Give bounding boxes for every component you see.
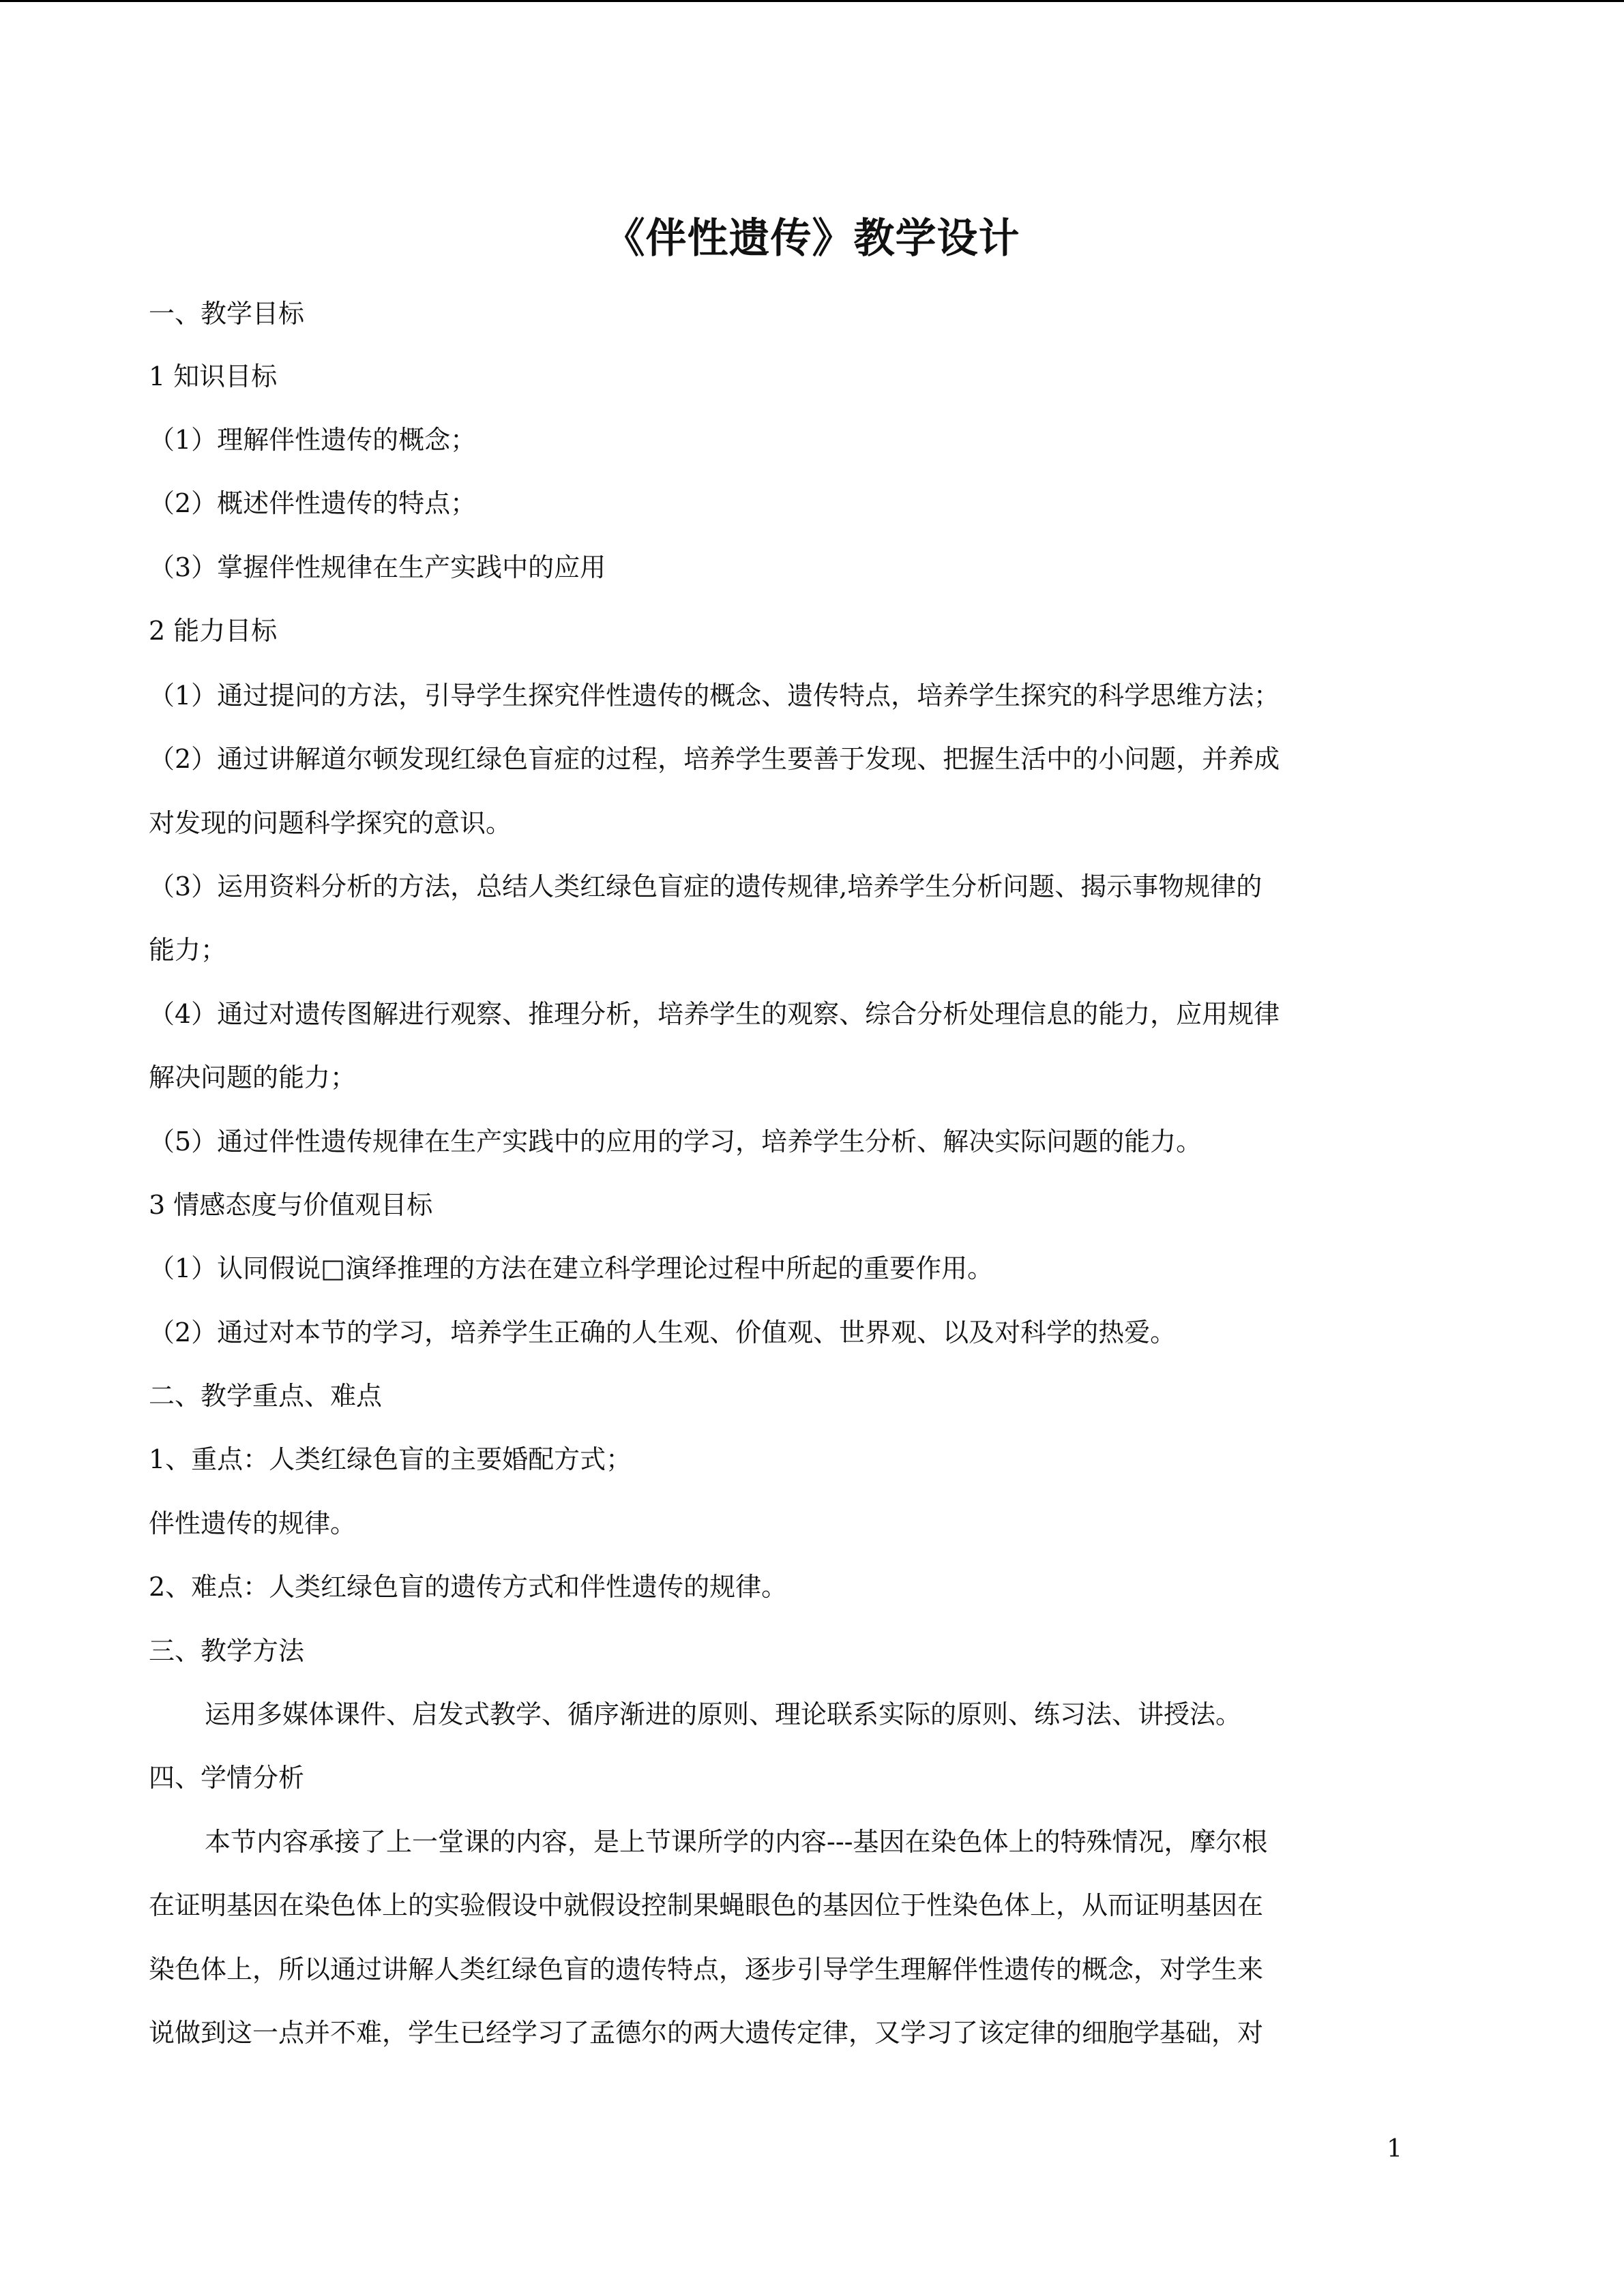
- top-border-line: [0, 0, 1624, 2]
- section-heading-key-points: 二、教学重点、难点: [149, 1381, 383, 1411]
- ability-goal-2-line-2: 对发现的问题科学探究的意识。: [149, 808, 512, 838]
- key-point: 1、重点：人类红绿色盲的主要婚配方式；: [149, 1444, 632, 1474]
- page-number: 1: [1387, 2135, 1402, 2163]
- section-heading-objectives: 一、教学目标: [149, 299, 305, 329]
- attitude-goal-1: （1）认同假说□演绎推理的方法在建立科学理论过程中所起的重要作用。: [149, 1253, 994, 1283]
- learner-analysis-line-2: 在证明基因在染色体上的实验假设中就假设控制果蝇眼色的基因位于性染色体上，从而证明基因在: [149, 1890, 1264, 1920]
- subheading-attitude-goals: 3 情感态度与价值观目标: [149, 1190, 433, 1220]
- document-title: 《伴性遗传》教学设计: [604, 215, 1020, 263]
- learner-analysis-line-3: 染色体上，所以通过讲解人类红绿色盲的遗传特点，逐步引导学生理解伴性遗传的概念，对学生来: [149, 1954, 1264, 1984]
- ability-goal-3-line-1: （3）运用资料分析的方法，总结人类红绿色盲症的遗传规律,培养学生分析问题、揭示事物规律的: [149, 871, 1263, 901]
- knowledge-goal-2: （2）概述伴性遗传的特点；: [149, 488, 477, 518]
- difficult-point: 2、难点：人类红绿色盲的遗传方式和伴性遗传的规律。: [149, 1572, 788, 1602]
- subheading-ability-goals: 2 能力目标: [149, 616, 278, 646]
- methods-paragraph: 运用多媒体课件、启发式教学、循序渐进的原则、理论联系实际的原则、练习法、讲授法。: [205, 1699, 1242, 1729]
- ability-goal-2-line-1: （2）通过讲解道尔顿发现红绿色盲症的过程，培养学生要善于发现、把握生活中的小问题，并养成: [149, 744, 1280, 774]
- attitude-goal-2: （2）通过对本节的学习，培养学生正确的人生观、价值观、世界观、以及对科学的热爱。: [149, 1317, 1177, 1347]
- subheading-knowledge-goals: 1 知识目标: [149, 361, 278, 391]
- learner-analysis-line-4: 说做到这一点并不难，学生已经学习了孟德尔的两大遗传定律，又学习了该定律的细胞学基础，对: [149, 2018, 1264, 2048]
- ability-goal-1: （1）通过提问的方法，引导学生探究伴性遗传的概念、遗传特点，培养学生探究的科学思维方法；: [149, 681, 1280, 711]
- learner-analysis-line-1: 本节内容承接了上一堂课的内容，是上节课所学的内容---基因在染色体上的特殊情况，摩尔根: [205, 1827, 1268, 1857]
- section-heading-methods: 三、教学方法: [149, 1636, 305, 1666]
- ability-goal-3-line-2: 能力；: [149, 935, 227, 965]
- ability-goal-5: （5）通过伴性遗传规律在生产实践中的应用的学习，培养学生分析、解决实际问题的能力。: [149, 1127, 1202, 1157]
- ability-goal-4-line-2: 解决问题的能力；: [149, 1062, 357, 1092]
- section-heading-learner-analysis: 四、学情分析: [149, 1763, 305, 1793]
- ability-goal-4-line-1: （4）通过对遗传图解进行观察、推理分析，培养学生的观察、综合分析处理信息的能力，应用规律: [149, 999, 1280, 1029]
- knowledge-goal-3: （3）掌握伴性规律在生产实践中的应用: [149, 552, 606, 582]
- key-point-continued: 伴性遗传的规律。: [149, 1508, 357, 1538]
- knowledge-goal-1: （1）理解伴性遗传的概念；: [149, 425, 477, 455]
